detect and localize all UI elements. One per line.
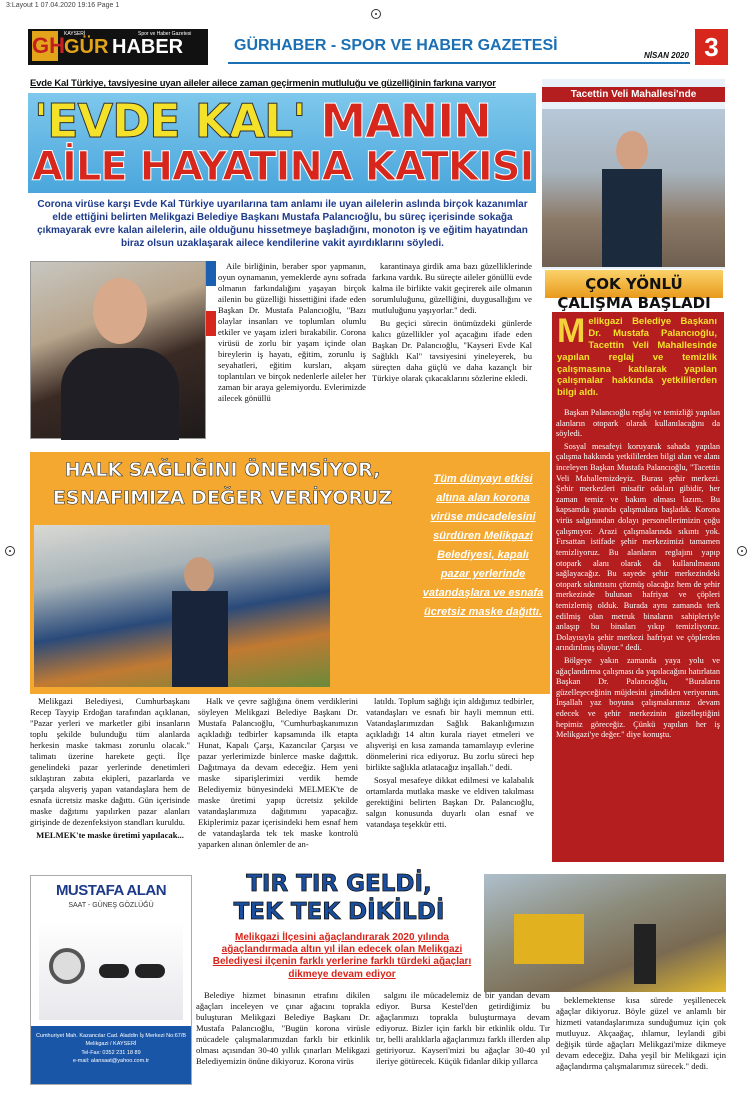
registration-mark — [5, 546, 15, 556]
health-column-1 — [30, 696, 190, 861]
sunglasses-icon — [135, 964, 165, 978]
main-headline-line2: AİLE HAYATINA KATKISI — [32, 144, 534, 190]
trees-column-3 — [556, 995, 726, 1095]
header-rule — [228, 62, 690, 64]
main-headline-box — [28, 93, 536, 193]
health-col3a-text: latıldı. Toplum sağlığı için aldığımız tedbirler, vatandaşları ve esnafı bir hayli memnun etti. Vatandaşlarımızdan Sağlık Bakanlığımızın açıkladığı 14 altın kurala riayet etmeleri ve alışverişi en kısa zamanda tamamlayıp evlerine dönmelerini rica ediyoruz. Bu zorlu süreci hep birlikte sağlıkla atlatacağız inşallah." dedi. — [366, 696, 534, 772]
market-photo — [34, 525, 330, 687]
main-kicker: Evde Kal Türkiye, tavsiyesine uyan aileler ailece zaman geçirmenin mutluluğu ve güzelliğinin farkına varıyor — [30, 78, 496, 89]
side-photo-coat — [602, 169, 662, 267]
side-p2: Sosyal mesafeyi koruyarak sahada yapılan çalışma hakkında yetkililerden bilgi alan ve alanı inceleyen Başkan Mustafa Palancıoğlu, "Tacettin Veli Mahallemizdeyiz. Burası şehir merkezi. Şehir merkezleri misafir odaları gibidir, her zaman temiz ve bakım olması lazım. Bu kapsamda şuanda çalışmalara başladık. Korona virüs salgınından dolayı personellerimizin çoğu çalışmıyor. Arazi çalışmalarında sıkıntı yok. Fırsattan istifade şehir merkezimizi tamamen temizliyoruz. Bu alanların reglajını yapıp otopark alanı olarak da kullanılmasını sağlayacağız. Bu sayede şehir merkezindeki otopark sıkıntısını çözmüş olacağız hem de şehir merkezinde bulunan hafriyat ve çöpleri temizlemiş olduk. Burada aynı zamanda terk edilmiş olan metruk binaların sahipleriyle anlaşıp bu binaları yıkıp temizliyoruz. Dolayısıyla şehir merkezi hafriyat ve çöplerden arındırılmış oluyor." dedi. — [556, 441, 720, 653]
side-photo-person — [616, 131, 648, 171]
health-headline-line1: HALK SAĞLIĞINI ÖNEMSİYOR, — [64, 459, 381, 481]
side-photo-box — [542, 79, 725, 269]
main-headline-line1 — [34, 94, 491, 148]
health-callout: Tüm dünyayı etkisi altına alan korona virüse mücadelesini sürdüren Melikgazi Belediyesi, kapalı pazar yerlerinde vatandaşlara ve esnafa ücretsiz maske dağıttı. — [422, 473, 544, 618]
market-photo-officer — [172, 591, 228, 687]
health-col2-text: Halk ve çevre sağlığına önem verdiklerini söyleyen Melikgazi Belediye Başkanı Dr. Mustafa Palancıoğlu, "Cumhurbaşkanımızın açıkladığı tedbirler kapsamında ilk etapta Hunat, Kapalı Çarşı, Kazancılar Çarşısı ve pazar yerlerimizde binlerce maske dağıttık. Dağıtmaya da devam edeceğiz. Hem yeni maske siparişlerimizi verdik hemde Belediyemiz bünyesindeki MELMEK'te de maske üretimi yapıp ücretsiz şekilde vatandaşlarımıza dağıtımını yapacağız. Ekiplerimiz pazar içerisindeki hem esnaf hem de vatandaşlarda tek tek maske kontrolü yaparken alınan önlemler de an- — [198, 696, 358, 849]
health-box — [30, 452, 550, 694]
trees-column-1 — [196, 990, 370, 1095]
side-headline-line2: ÇALIŞMA BAŞLADI — [557, 294, 711, 312]
side-label: Tacettin Veli Mahallesi'nde — [542, 87, 725, 102]
print-info: 3:Layout 1 07.04.2020 19:16 Page 1 — [6, 2, 120, 9]
main-lead: Corona virüse karşı Evde Kal Türkiye uyarılarına tam anlamı ile uyan ailelerin aslında birçok kazanımlar elde ettiğini belirten Melikgazi Belediye Başkanı Mustafa Palancıoğlu, bu süreç içerisinde sokağa çıkmayarak evre kalan ailelerin, aile olduğunu hissetmeye başladığını, monoton iş ve eğitim hayatından biraz olsun uzaklaşarak ailece kendilerine vakit ayırdıklarını söyledi. — [37, 199, 528, 249]
mustafa-alan-ad[interactable] — [30, 875, 192, 1085]
side-p3: Bölgeye yakın zamanda yaya yolu ve ağaçlandırma çalışması da yapılacağını hatırlatan Başkan Dr. Palancıoğlu, "Buraların güzelleşeceğinin müjdesini şimdiden veriyorum. İnşallah yaz boyuna çalışmalarımız devam edecek ve şehir merkezinin güzelleştiğini hepimiz göreceğiz. Çünkü yapılan her iş Melikgazi'ye değer." diye konuştu. — [556, 656, 720, 740]
ad-product-image — [39, 920, 183, 1020]
health-col3b-text: Sosyal mesafeye dikkat edilmesi ve kalabalık ortamlarda mutlaka maske ve eldiven takılması gerektiğini belirten Başkan Dr. Palancıoğlu, salgın konusunda duyarlı olan esnaf ve vatandaşa teşekkür etti. — [366, 775, 534, 829]
main-col2b-text: Bu geçici sürecin önümüzdeki günlerde kalıcı güzellikler yol açacağını ifade eden Başkan Dr. Palancıoğlu, "Kayseri Evde Kal Sağlıklı Kal" tavsiyesini yineleyerek, bu süreçten daha güçlü ve daha kazançlı bir Türkiye olarak çıkacaklarını sözlerine ekledi. — [372, 318, 532, 383]
registration-mark — [737, 546, 747, 556]
health-col1-text: Melikgazi Belediyesi, Cumhurbaşkanı Recep Tayyip Erdoğan tarafından açıklanan, "Pazar yerleri ve marketler gibi insanların toplu şekilde bulunduğu tüm alanlarda herkesin maske takması zorunlu olacak." talimatı üzerine harekete geçti. İlçe genelindeki pazar yerlerinde denetimleri sıklaştıran zabıta ekipleri, pazarlarda ve çarşıda alışveriş yapan vatandaşlara hem de esnafa ücretsiz maske dağıttı. Gün içerisinde maske dağıtımı yapılırken pazar alanları girişinde de dezenfeksiyon standları kuruldu. — [30, 696, 190, 827]
ad-email: e-mail: alansaat@yahoo.com.tr — [72, 1057, 150, 1064]
ad-subtitle: SAAT - GÜNEŞ GÖZLÜĞÜ — [68, 902, 154, 909]
newspaper-title: GÜRHABER - SPOR VE HABER GAZETESİ — [234, 37, 558, 54]
color-strip — [206, 261, 216, 361]
side-lead-text: elikgazi Belediye Başkanı Dr. Mustafa Palancıoğlu, Tacettin Veli Mahallesinde yapılan reglaj ve temizlik çalışmasına katılarak yapılan çalışmalar hakkında yetkililerden bilgi aldı. — [557, 316, 717, 399]
watch-icon — [49, 948, 85, 984]
side-dropcap: M — [557, 316, 586, 350]
side-red-panel — [552, 312, 724, 862]
main-col2a-text: karantinaya girdik ama bazı güzelliklerinde farkına vardık. Bu süreçte aileler gönüllü evde kalma ile birlikte vakit geçirerek aile olmanın sorumluluğunu, güzelliğini, duygusallığını ve mutluluğunu yaşıyorlar." dedi. — [372, 261, 532, 315]
main-column-1 — [218, 261, 366, 441]
side-lead — [557, 316, 717, 402]
page-header — [28, 29, 728, 69]
logo-small-text: KAYSERİ — [64, 31, 86, 37]
ad-address-1: Cumhuriyet Mah. Kazancılar Cad. Aladdin İş Merkezi No:67/B — [35, 1033, 187, 1039]
side-headline-line1: ÇOK YÖNLÜ — [585, 275, 683, 293]
side-photo — [542, 109, 725, 267]
sunglasses-icon — [99, 964, 129, 978]
trees-column-2 — [376, 990, 550, 1095]
health-headline-line2: ESNAFIMIZA DEĞER VERİYORUZ — [52, 487, 393, 509]
main-col1-text: Aile birliğinin, beraber spor yapmanın, oyun oynamanın, yemeklerde aynı sofrada olmanın farkındalığını yaşayan birçok ailenin bu güzelliği hissettiğini ifade eden Başkan Dr. Mustafa Palancıoğlu, "Bazı olaylar insanları ve toplumları olumlu etkiler ve yaşam izleri bırakabilir. Corona virüsü de zorlu bir yaşam içinde olan bireylerin iş hayatı, eğitim, zorunlu iş seyahatleri, eğitim kursları, akşam toplantıları ve birçok nedenlerle aileler her zaman bir araya gelemiyordu. Evlerimizde ailecek gönüllü — [218, 261, 366, 403]
health-col1-subhead: MELMEK'te maske üretimi yapılacak... — [36, 830, 184, 840]
headline-evde-kal: 'EVDE KAL' — [34, 94, 306, 148]
mayor-portrait-photo — [30, 261, 206, 439]
portrait-suit — [61, 348, 179, 440]
trees-col2-text: salgını ile mücadelemiz de bir yandan devam ediyor. Bursa Kestel'den getirdiğimiz bu ağaçlarımızı toprakla buluşturmaya devam ediyoruz. Bizler için farklı bir etkinlik oldu. Tır tır, belli aralıklarla ağaçlarımızı farklı illerden alıp getiriyoruz. Kayseri'mizi bu ağaçlar 30-40 yıl ileriye götürecek. Küçük fidanlar dikip yıllarca — [376, 990, 550, 1066]
trees-photo-person — [634, 924, 656, 984]
headline-manin: MANIN — [305, 94, 491, 148]
issue-date: NİSAN 2020 — [644, 51, 689, 60]
logo-mark: GH — [32, 31, 58, 61]
ad-address-2: Melikgazi / KAYSERİ — [85, 1041, 137, 1048]
health-column-2 — [198, 696, 358, 861]
logo — [28, 29, 208, 65]
trees-headline-line1: TIR TIR GELDİ, — [246, 871, 432, 897]
side-p1: Başkan Palancıoğlu reglaj ve temizliği yapılan alanların otopark olarak kullanılacağını da söyledi. — [556, 408, 720, 439]
health-column-3 — [366, 696, 534, 861]
registration-mark — [371, 9, 381, 19]
market-photo-person — [184, 557, 214, 593]
logo-haber: HABER — [112, 36, 184, 58]
side-body — [556, 408, 720, 858]
trees-lead: Melikgazi İlçesini ağaçlandırarak 2020 yılında ağaçlandırmada altın yıl ilan edecek olan Melikgazi Belediyesi ilçenin farklı yerlerine farklı türdeki ağaçları dikmeye devam ediyor — [212, 932, 472, 980]
ad-title: MUSTAFA ALAN — [55, 882, 167, 899]
trees-col3-text: beklemektense kısa sürede yeşillenecek ağaçlar dikiyoruz. Böyle güzel ve anlamlı bir hizmeti vatandaşlarımıza sunduğumuz için çok mutluyuz. Akçaağaç, ıhlamur, leylandi gibi değişik türde ağaçları Melikgazi'mize dikmeye devam edeceğiz. Daha yeşil bir Melikgazi için ağaçlandırma çalışmalarımız sürecek." dedi. — [556, 995, 726, 1071]
page-number: 3 — [695, 29, 728, 65]
main-column-2 — [372, 261, 532, 441]
trees-col1-text: Belediye hizmet binasının etrafını dikilen ağaçları inceleyen ve çınar ağacını toprakla buluşturan Melikgazi Belediye Başkanı Dr. Mustafa Palancıoğlu, "Bugün korona virüsle mücadele çalışmalarımızdan farklı bir etkinlik olması açısından 30-40 yıllık çınarları Melikgazi Belediyemizin önüne dikiyoruz. Korona virüs — [196, 990, 370, 1066]
portrait-face — [93, 278, 147, 344]
logo-gur: GÜR — [64, 36, 109, 58]
trees-photo — [484, 874, 726, 992]
trees-photo-excavator — [514, 914, 584, 964]
ad-footer — [31, 1026, 191, 1084]
ad-phone: Tel-Fax: 0352 231 18 89 — [81, 1049, 141, 1056]
logo-tagline: Spor ve Haber Gazetesi — [138, 31, 192, 37]
trees-headline-line2: TEK TEK DİKİLDİ — [233, 899, 445, 925]
